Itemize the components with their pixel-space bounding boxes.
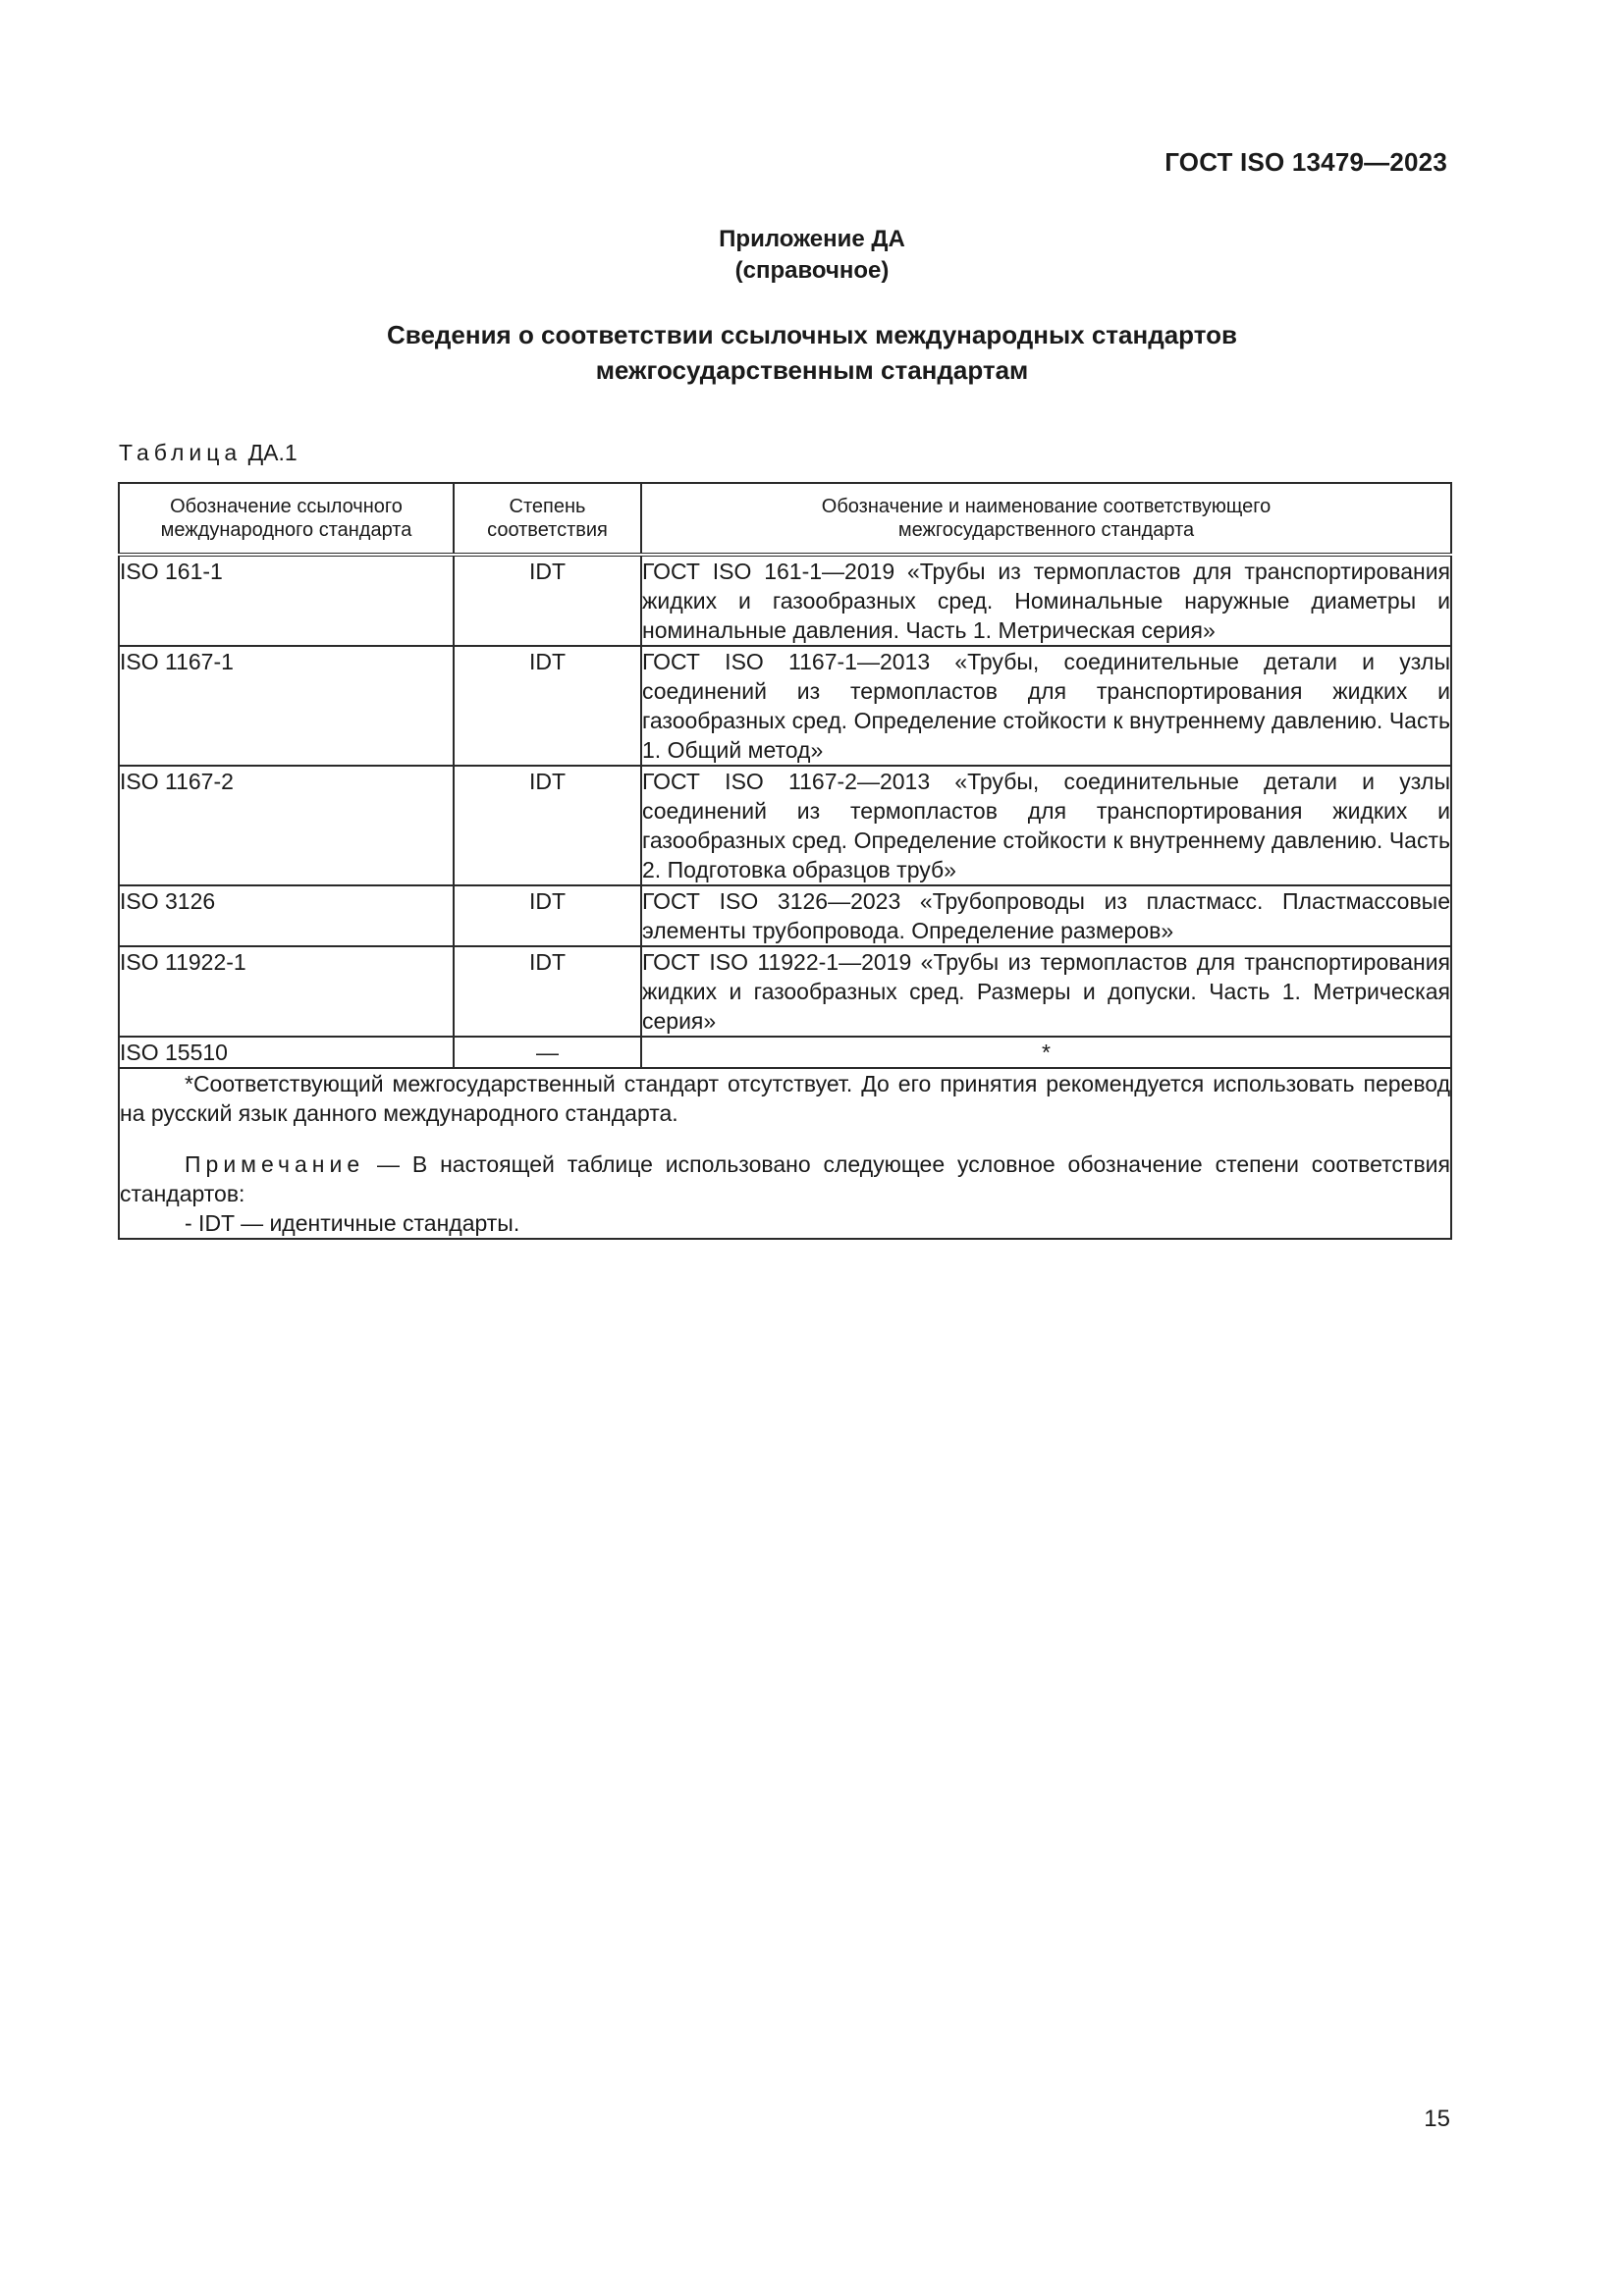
table-row [119,946,1451,1037]
note-list-item: - IDT — идентичные стандарты. [185,1210,520,1236]
document-code: ГОСТ ISO 13479—2023 [1164,147,1447,177]
table-notes-row [119,1068,1451,1239]
table-row [119,1037,1451,1068]
header-degree [454,483,641,555]
cell-reference-code: ISO 3126 [119,885,454,946]
header-degree-line-2: соответствия [487,519,608,541]
table-row [119,885,1451,946]
table-caption [119,440,298,466]
cell-interstate-standard: ГОСТ ISO 11922-1—2019 «Трубы из термопластов для транспортирования жидких и газообразных сред. Размеры и допуски. Часть 1. Метрическая серия» [641,946,1451,1037]
cell-degree: IDT [454,885,641,946]
cell-interstate-standard: ГОСТ ISO 1167-2—2013 «Трубы, соединительные детали и узлы соединений из термопластов для транспортирования жидких и газообразных сред. Определение стойкости к внутреннему давлению. Часть 2. Подготовка образцов труб» [641,766,1451,885]
table-row [119,646,1451,766]
header-code-line-2: международного стандарта [160,519,412,541]
correspondence-table [118,482,1452,1240]
cell-reference-code: ISO 15510 [119,1037,454,1068]
header-name-line-1: Обозначение и наименование соответствующего [821,496,1272,517]
header-degree-line-1: Степень [509,496,586,517]
annex-title: Приложение ДА [719,226,905,252]
title-line-2: межгосударственным стандартам [595,355,1029,385]
header-code-line-1: Обозначение ссылочного [170,496,403,517]
header-name-line-2: межгосударственного стандарта [897,519,1195,541]
header-reference-code [119,483,454,555]
cell-degree: IDT [454,646,641,766]
cell-interstate-standard: ГОСТ ISO 3126—2023 «Трубопроводы из пластмасс. Пластмассовые элементы трубопровода. Определение размеров» [641,885,1451,946]
title-line-1: Сведения о соответствии ссылочных международных стандартов [387,320,1237,349]
cell-interstate-standard: ГОСТ ISO 161-1—2019 «Трубы из термопластов для транспортирования жидких и газообразных сред. Номинальные наружные диаметры и номинальные давления. Часть 1. Метрическая серия» [641,555,1451,646]
table-header-row [119,483,1451,555]
table-footnote: *Соответствующий межгосударственный стандарт отсутствует. До его принятия рекомендуется использовать перевод на русский язык данного международного стандарта. [120,1071,1450,1126]
cell-reference-code: ISO 161-1 [119,555,454,646]
annex-heading [0,224,1624,287]
cell-interstate-standard: ГОСТ ISO 1167-1—2013 «Трубы, соединительные детали и узлы соединений из термопластов для транспортирования жидких и газообразных сред. Определение стойкости к внутреннему давлению. Часть 1. Общий метод» [641,646,1451,766]
cell-reference-code: ISO 11922-1 [119,946,454,1037]
cell-reference-code: ISO 1167-1 [119,646,454,766]
note-text: — В настоящей таблице использовано следующее условное обозначение степени соответствия стандартов: [120,1151,1450,1206]
cell-interstate-standard: * [641,1037,1451,1068]
table-caption-number: ДА.1 [247,440,298,465]
annex-subject-title [0,317,1624,388]
table-row [119,766,1451,885]
table-note [120,1149,1450,1208]
note-label: Примечание [185,1151,365,1177]
table-container [118,482,1450,1240]
cell-degree: IDT [454,766,641,885]
cell-degree: IDT [454,555,641,646]
cell-reference-code: ISO 1167-2 [119,766,454,885]
table-notes-cell [119,1068,1451,1239]
cell-degree: IDT [454,946,641,1037]
annex-status: (справочное) [734,257,890,284]
cell-degree: — [454,1037,641,1068]
table-caption-label: Таблица [119,440,243,465]
header-interstate-standard [641,483,1451,555]
table-row [119,555,1451,646]
page-number: 15 [1424,2106,1450,2132]
